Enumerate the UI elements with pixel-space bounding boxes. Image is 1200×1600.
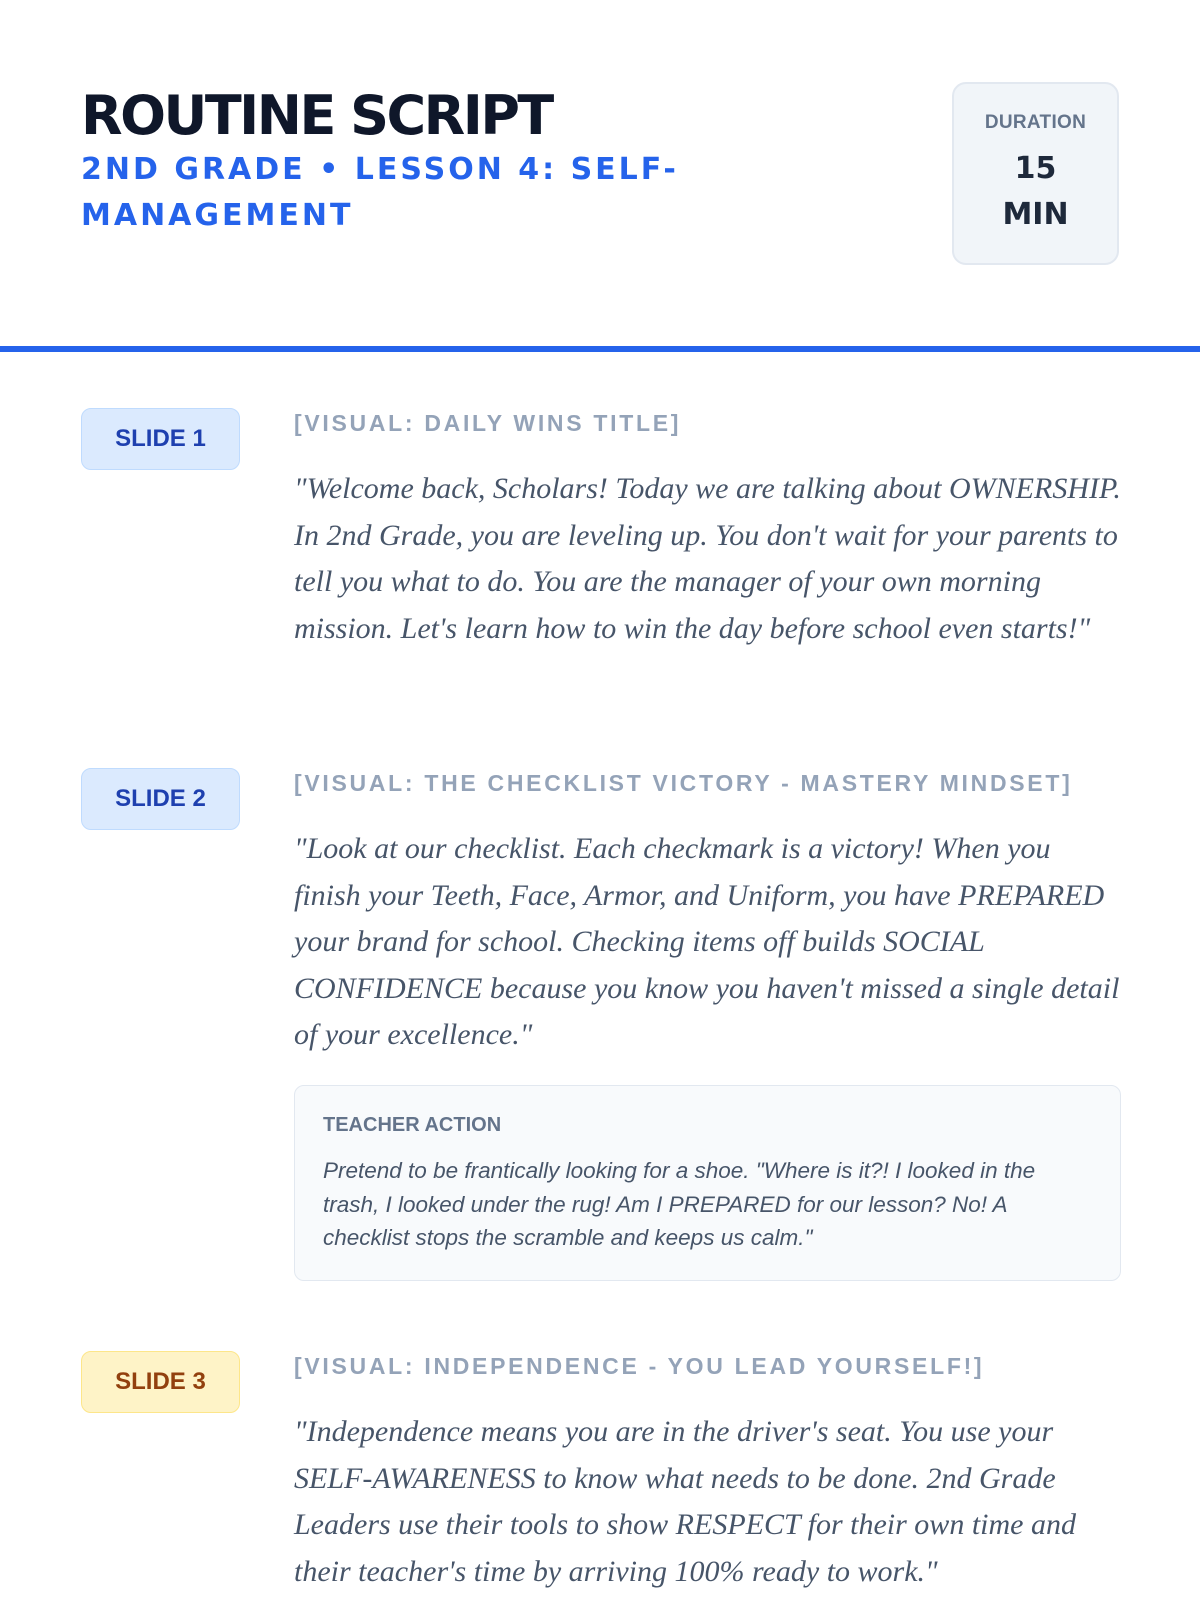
slide-badge: SLIDE 1 [81,408,240,470]
visual-cue: [VISUAL: THE CHECKLIST VICTORY - MASTERY MINDSET] [294,770,1073,796]
page-header [0,0,1200,352]
teacher-action-text: Pretend to be frantically looking for a shoe. "Where is it?! I looked in the trash, I looked under the rug! Am I PREPARED for our lesson? No! A checklist stops the scramble and keeps us calm." [323,1158,1036,1250]
teacher-action-label: TEACHER ACTION [323,1114,502,1136]
duration-card [952,82,1119,265]
duration-label: DURATION [984,112,1087,133]
script-text: "Look at our checklist. Each checkmark is a victory! When you finish your Teeth, Face, Armor, and Uniform, you have PREPARED your brand for school. Checking items off builds SOCIAL CONFIDENCE because you know you haven't missed a single detail of your excellence." [294,832,1120,1051]
page-title: ROUTINE SCRIPT [81,84,552,147]
script-text: "Welcome back, Scholars! Today we are talking about OWNERSHIP. In 2nd Grade, you are leveling up. You don't wait for your parents to tell you what to do. You are the manager of your own morning mission. Let's learn how to win the day before school even starts!" [294,472,1121,645]
visual-cue: [VISUAL: DAILY WINS TITLE] [294,410,682,436]
teacher-action-box [294,1085,1121,1281]
visual-cue: [VISUAL: INDEPENDENCE - YOU LEAD YOURSELF!] [294,1353,985,1379]
slide-badge: SLIDE 3 [81,1351,240,1413]
duration-value: 15 MIN [1002,151,1069,232]
page-subtitle: 2ND GRADE • LESSON 4: SELF-MANAGEMENT [81,152,679,233]
script-text: "Independence means you are in the driver's seat. You use your SELF-AWARENESS to know what needs to be done. 2nd Grade Leaders use their tools to show RESPECT for their own time and their teacher's time by arriving 100% ready to work." [294,1415,1076,1588]
slide-badge: SLIDE 2 [81,768,240,830]
